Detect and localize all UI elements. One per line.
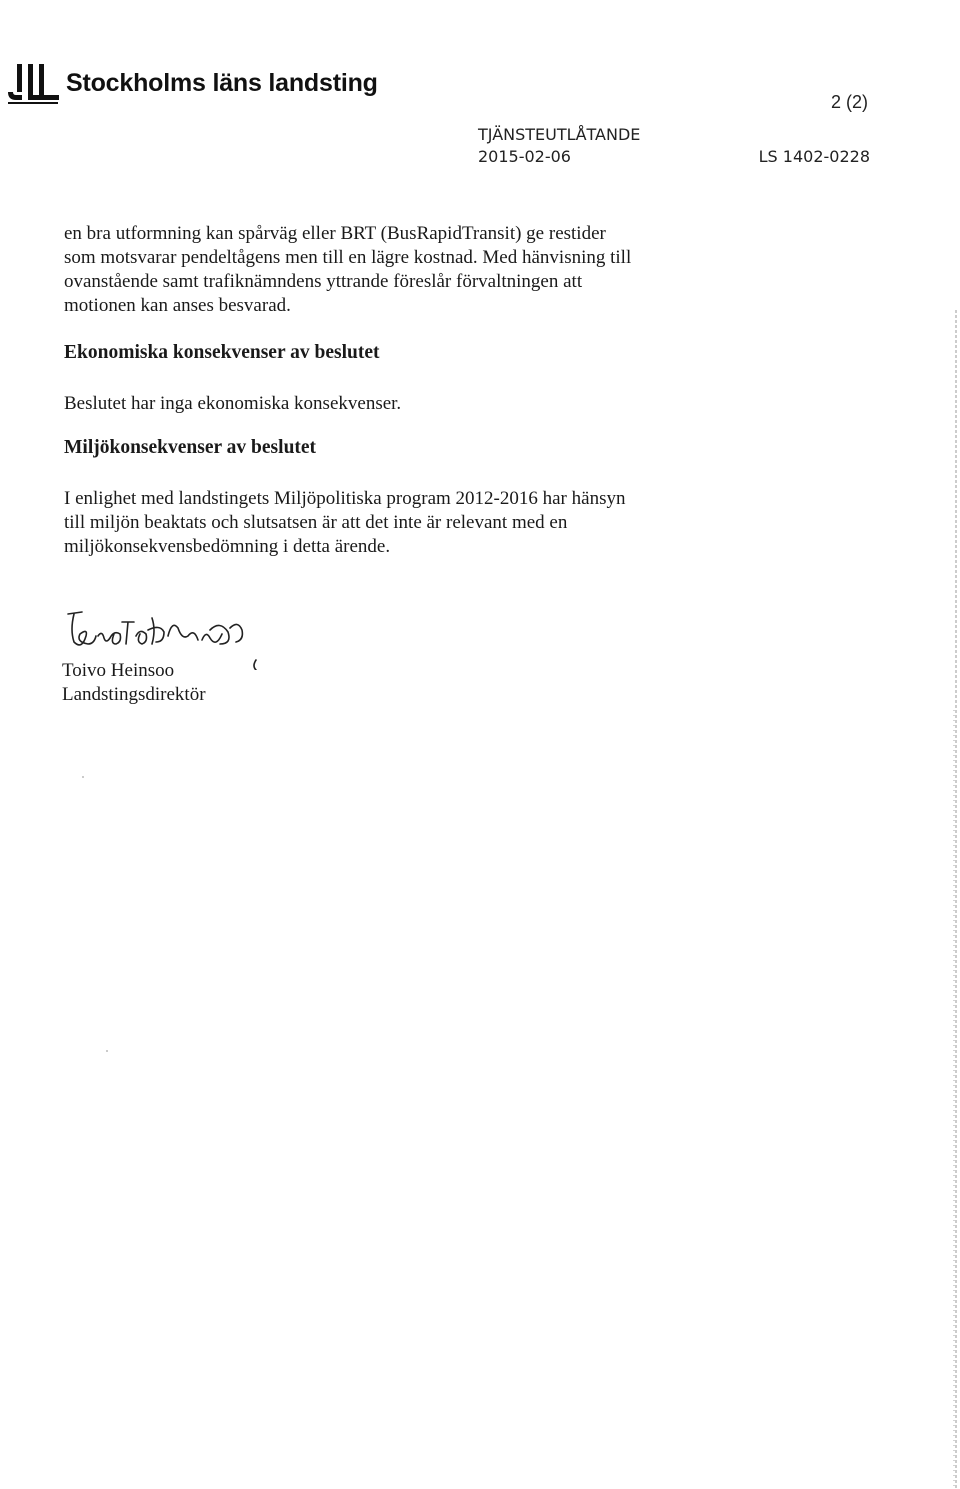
signer-name: Toivo Heinsoo: [62, 660, 175, 681]
sll-logo-icon: [8, 62, 60, 104]
document-date: 2015-02-06: [478, 147, 571, 166]
heading-environmental-consequences: Miljökonsekvenser av beslutet: [64, 437, 317, 458]
signer-title: Landstingsdirektör: [62, 684, 206, 705]
body-paragraph-2: [64, 392, 744, 416]
document-reference: LS 1402-0228: [758, 147, 870, 166]
paragraph-line: som motsvarar pendeltågens men till en lägre kostnad. Med hänvisning till: [64, 247, 632, 268]
organization-name: Stockholms läns landsting: [66, 68, 378, 97]
body-paragraph-1: [64, 222, 744, 318]
document-type: TJÄNSTEUTLÅTANDE: [478, 125, 641, 144]
paragraph-line: ovanstående samt trafiknämndens yttrande föreslår förvaltningen att: [64, 271, 583, 292]
paragraph-line: en bra utformning kan spårväg eller BRT (BusRapidTransit) ge restider: [64, 223, 606, 244]
heading-economic-consequences: Ekonomiska konsekvenser av beslutet: [64, 342, 380, 363]
paragraph-line: motionen kan anses besvarad.: [64, 295, 291, 316]
paragraph-line: miljökonsekvensbedömning i detta ärende.: [64, 536, 391, 557]
page-number: 2 (2): [830, 92, 868, 112]
paragraph-line: I enlighet med landstingets Miljöpolitiska program 2012-2016 har hänsyn: [64, 488, 626, 509]
header-logo: [8, 62, 378, 104]
body-paragraph-3: [64, 487, 754, 559]
scan-speck: [106, 1050, 108, 1052]
paragraph-line: Beslutet har inga ekonomiska konsekvenser.: [64, 393, 402, 414]
scan-edge-artifact: [952, 310, 958, 1489]
paragraph-line: till miljön beaktats och slutsatsen är att det inte är relevant med en: [64, 512, 568, 533]
scan-speck: [82, 776, 84, 778]
